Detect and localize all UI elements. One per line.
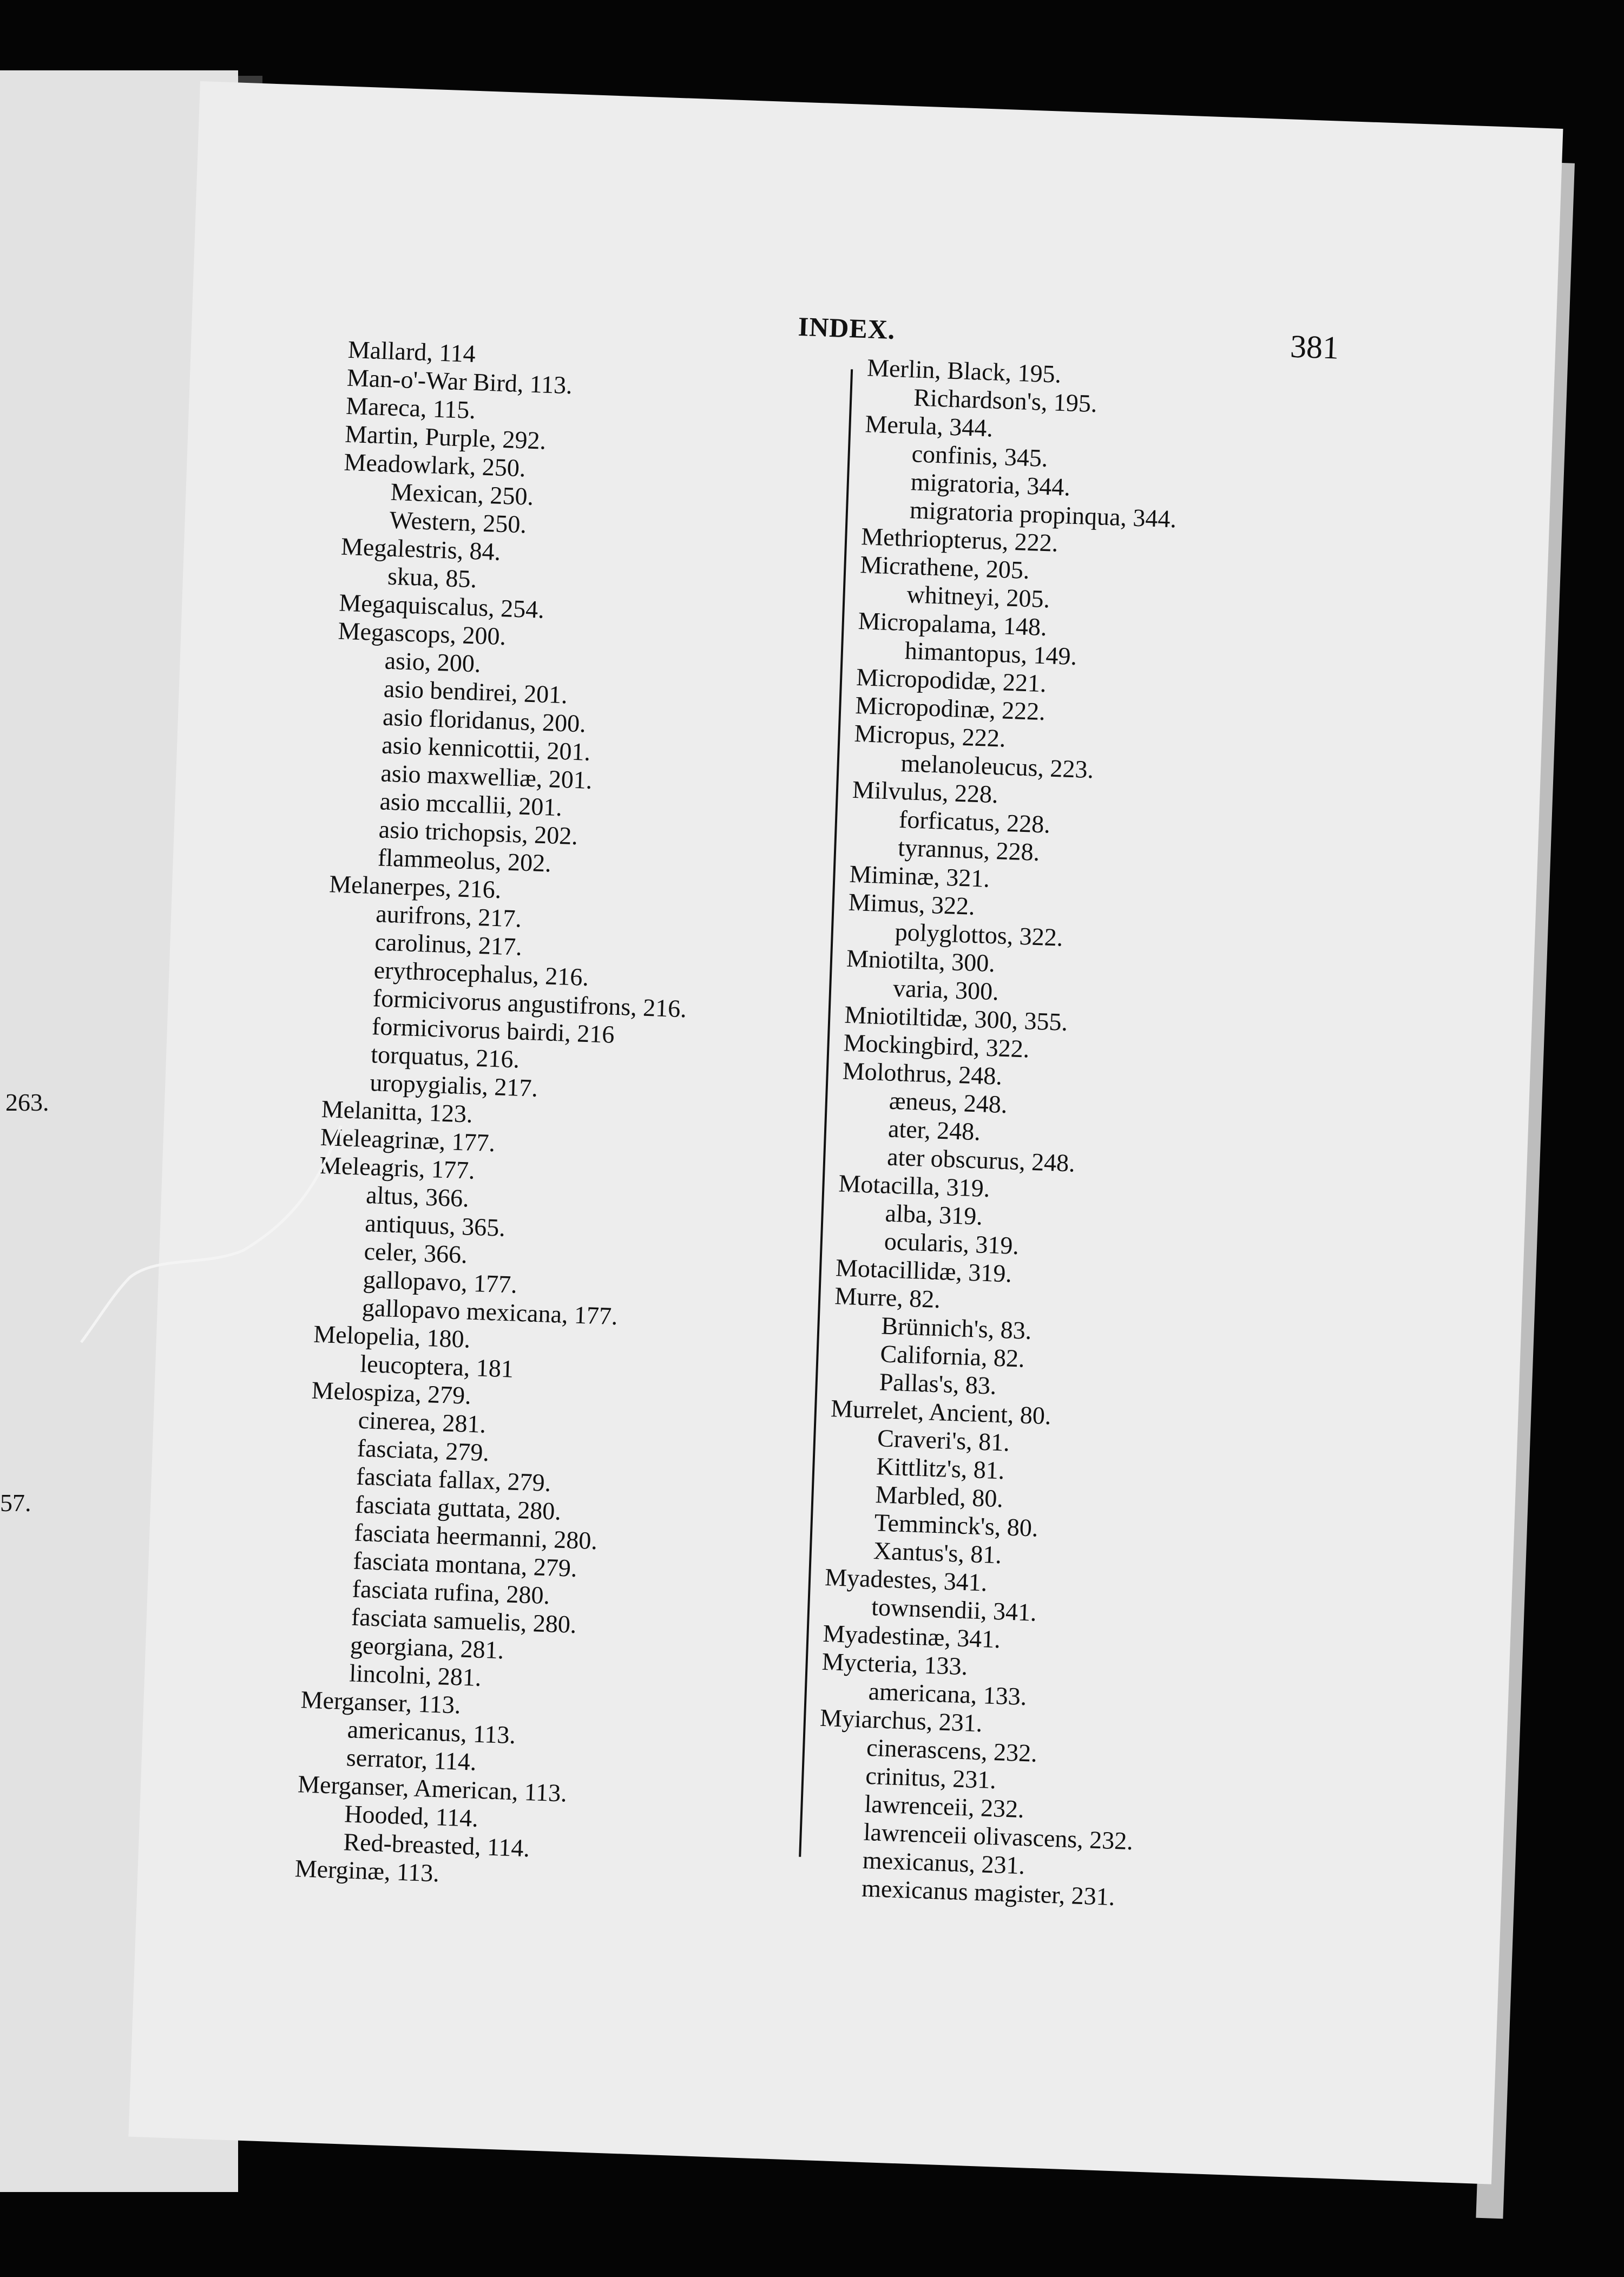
index-subentry: himantopus, 149.: [904, 636, 1077, 671]
index-subentry: serrator, 114.: [346, 1743, 477, 1776]
index-subentry: ater obscurus, 248.: [886, 1143, 1076, 1177]
index-subentry: California, 82.: [879, 1340, 1025, 1373]
index-entry: Melanerpes, 216.: [328, 870, 502, 904]
index-subentry: confinis, 345.: [911, 439, 1049, 473]
index-entry: Murre, 82.: [834, 1282, 941, 1314]
index-entry: Micropodidæ, 221.: [856, 662, 1047, 698]
index-subentry: Temminck's, 80.: [873, 1508, 1039, 1542]
index-subentry: skua, 85.: [387, 562, 477, 593]
index-subentry: melanoleucus, 223.: [900, 749, 1094, 784]
index-subentry: mexicanus magister, 231.: [861, 1874, 1116, 1911]
index-subentry: townsendii, 341.: [871, 1593, 1037, 1626]
index-entry: Melospiza, 279.: [311, 1376, 472, 1409]
index-subentry: cinerascens, 232.: [866, 1733, 1038, 1767]
index-entry: Motacilla, 319.: [838, 1169, 991, 1203]
index-entry: Meadowlark, 250.: [343, 448, 527, 482]
index-subentry: formicivorus bairdi, 216: [371, 1012, 615, 1048]
index-subentry: ater, 248.: [887, 1114, 981, 1146]
index-subentry: aurifrons, 217.: [375, 900, 522, 933]
index-subentry: Mexican, 250.: [390, 477, 534, 510]
index-entry: Merlin, Black, 195.: [866, 353, 1062, 388]
index-subentry: georgiana, 281.: [350, 1631, 505, 1664]
index-entry: Myadestes, 341.: [824, 1563, 988, 1597]
index-entry: Merganser, 113.: [300, 1685, 462, 1719]
index-entry: Molothrus, 248.: [842, 1057, 1003, 1090]
index-entry: Mimus, 322.: [847, 888, 976, 920]
index-subentry: fasciata montana, 279.: [352, 1546, 578, 1582]
index-subentry: gallopavo mexicana, 177.: [361, 1293, 619, 1330]
index-subentry: asio trichopsis, 202.: [378, 815, 578, 850]
running-head: INDEX.: [797, 311, 896, 345]
index-subentry: celer, 366.: [363, 1237, 468, 1269]
index-entry: Mniotiltidæ, 300, 355.: [844, 1000, 1068, 1036]
index-entry: Megaquiscalus, 254.: [338, 588, 545, 624]
index-subentry: cinerea, 281.: [357, 1406, 486, 1438]
index-entry: Merula, 344.: [864, 410, 994, 442]
index-subentry: asio bendirei, 201.: [383, 674, 568, 709]
index-subentry: fasciata rufina, 280.: [352, 1574, 550, 1610]
index-entry: Milvulus, 228.: [852, 775, 999, 809]
index-entry: Mycteria, 133.: [821, 1647, 969, 1681]
index-entry: Motacillidæ, 319.: [835, 1254, 1012, 1288]
index-subentry: lincolni, 281.: [349, 1659, 482, 1691]
index-subentry: asio, 200.: [384, 646, 482, 678]
index-subentry: antiquus, 365.: [364, 1209, 506, 1242]
index-subentry: fasciata guttata, 280.: [354, 1490, 562, 1525]
index-subentry: carolinus, 217.: [374, 928, 523, 961]
index-subentry: fasciata samuelis, 280.: [351, 1603, 577, 1638]
index-subentry: flammeolus, 202.: [377, 843, 552, 877]
index-subentry: formicivorus angustifrons, 216.: [372, 984, 687, 1023]
index-subentry: torquatus, 216.: [370, 1040, 520, 1073]
index-entry: Merganser, American, 113.: [297, 1770, 568, 1807]
index-entry: Methriopterus, 222.: [860, 522, 1059, 557]
index-subentry: fasciata fallax, 279.: [356, 1462, 552, 1497]
index-subentry: asio floridanus, 200.: [382, 703, 587, 738]
index-subentry: lawrenceii, 232.: [864, 1789, 1025, 1823]
index-subentry: alba, 319.: [884, 1199, 983, 1230]
index-subentry: æneus, 248.: [889, 1086, 1008, 1119]
index-entry: Megascops, 200.: [337, 616, 507, 651]
index-entry: Meleagrinæ, 177.: [320, 1123, 496, 1157]
index-subentry: Pallas's, 83.: [879, 1368, 997, 1400]
index-entry: Mniotilta, 300.: [846, 944, 996, 977]
index-subentry: Western, 250.: [389, 506, 527, 539]
index-subentry: Red-breasted, 114.: [343, 1828, 530, 1862]
index-entry: Martin, Purple, 292.: [344, 419, 547, 455]
index-entry: Melanitta, 123.: [320, 1094, 474, 1128]
index-subentry: americanus, 113.: [347, 1715, 516, 1749]
scan-scratch-mark: [65, 1115, 357, 1353]
index-subentry: Hooded, 114.: [344, 1800, 479, 1832]
index-column-right: [813, 353, 1185, 1912]
index-subentry: whitneyi, 205.: [906, 580, 1050, 613]
left-page-fragment: 263.: [5, 1088, 49, 1116]
index-subentry: mexicanus, 231.: [862, 1846, 1025, 1880]
index-subentry: crinitus, 231.: [865, 1761, 997, 1794]
index-entry: Murrelet, Ancient, 80.: [830, 1394, 1052, 1430]
index-entry: Mallard, 114: [347, 335, 476, 368]
index-subentry: varia, 300.: [892, 974, 1000, 1006]
index-entry: Megalestris, 84.: [340, 532, 502, 566]
index-entry: Micrathene, 205.: [859, 550, 1030, 585]
left-page-fragment: 57.: [0, 1489, 31, 1517]
index-subentry: Craveri's, 81.: [877, 1424, 1010, 1456]
index-entry: Man-o'-War Bird, 113.: [346, 363, 573, 399]
index-subentry: uropygialis, 217.: [369, 1068, 538, 1102]
index-subentry: Xantus's, 81.: [873, 1537, 1002, 1569]
index-entry: Miminæ, 321.: [849, 859, 990, 893]
index-entry: Micropalama, 148.: [858, 607, 1048, 641]
index-subentry: asio maxwelliæ, 201.: [380, 759, 593, 795]
index-subentry: lawrenceii olivascens, 232.: [863, 1817, 1134, 1855]
index-entry: Micropodinæ, 222.: [854, 691, 1046, 726]
index-entry: Mockingbird, 322.: [843, 1028, 1030, 1063]
index-entry: Micropus, 222.: [853, 719, 1007, 752]
index-subentry: Kittlitz's, 81.: [876, 1452, 1005, 1485]
index-subentry: erythrocephalus, 216.: [373, 956, 589, 992]
index-entry: Myiarchus, 231.: [819, 1703, 983, 1737]
index-subentry: forficatus, 228.: [898, 805, 1051, 838]
index-subentry: asio mccallii, 201.: [379, 787, 563, 822]
index-subentry: migratoria, 344.: [910, 468, 1071, 501]
index-subentry: fasciata, 279.: [357, 1434, 490, 1467]
index-entry: Melopelia, 180.: [313, 1320, 471, 1353]
index-subentry: Brünnich's, 83.: [880, 1311, 1033, 1345]
index-entry: Meleagris, 177.: [319, 1151, 476, 1184]
index-entry: Myadestinæ, 341.: [822, 1619, 1001, 1653]
index-subentry: polyglottos, 322.: [895, 917, 1064, 952]
index-subentry: Richardson's, 195.: [913, 383, 1098, 418]
index-subentry: gallopavo, 177.: [363, 1265, 518, 1298]
index-entry: Merginæ, 113.: [294, 1854, 440, 1887]
index-subentry: Marbled, 80.: [875, 1480, 1004, 1513]
index-entry: Mareca, 115.: [345, 391, 476, 424]
index-subentry: altus, 366.: [365, 1180, 470, 1212]
index-subentry: ocularis, 319.: [884, 1227, 1020, 1260]
page-number: 381: [1289, 328, 1340, 366]
index-subentry: asio kennicottii, 201.: [381, 731, 591, 766]
index-subentry: leucoptera, 181: [359, 1349, 514, 1383]
index-subentry: tyrannus, 228.: [897, 833, 1041, 866]
index-subentry: americana, 133.: [868, 1677, 1028, 1711]
index-subentry: fasciata heermanni, 280.: [353, 1518, 598, 1555]
index-subentry: migratoria propinqua, 344.: [909, 496, 1177, 533]
